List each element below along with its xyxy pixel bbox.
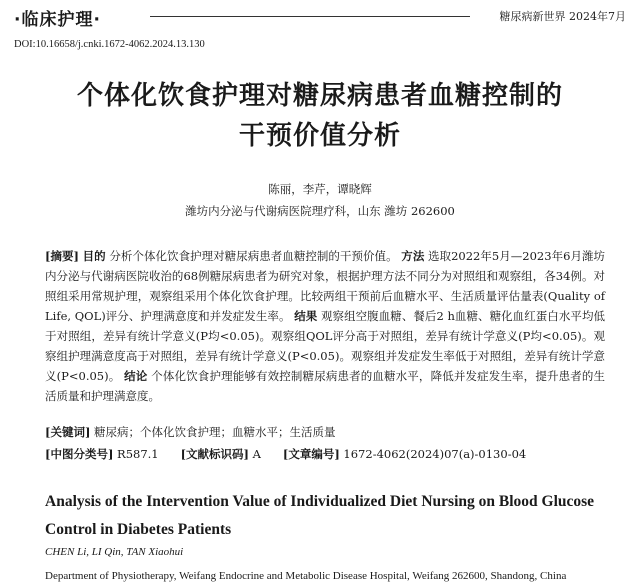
english-affiliation: Department of Physiotherapy, Weifang Endocrine and Metabolic Disease Hospital, Weifang 262600, Shandong, China — [45, 570, 567, 582]
journal-info: 糖尿病新世界 2024年7月 — [499, 10, 626, 23]
doc-label: [文献标识码] — [180, 447, 249, 461]
header-rule — [150, 16, 470, 17]
doc-value: A — [252, 447, 261, 461]
objective-label: 目的 — [82, 249, 106, 263]
keywords-value: 糖尿病；个体化饮食护理；血糖水平；生活质量 — [94, 425, 336, 439]
article-title-line2: 干预价值分析 — [238, 121, 401, 151]
english-title: Analysis of the Intervention Value of Individualized Diet Nursing on Blood Glucose Control in Diabetes Patients — [45, 493, 595, 538]
affiliation: 潍坊内分泌与代谢病医院理疗科，山东 潍坊 262600 — [185, 204, 455, 218]
conclusion-text: 个体化饮食护理能够有效控制糖尿病患者的血糖水平，降低并发症发生率，提升患者的生活质量和护理满意度。 — [45, 369, 606, 403]
article-label: [文章编号] — [282, 447, 340, 461]
methods-label: 方法 — [401, 249, 425, 263]
conclusion-label: 结论 — [124, 369, 148, 383]
keywords — [45, 424, 336, 440]
keywords-label: [关键词] — [45, 425, 91, 439]
article-title-line1: 个体化饮食护理对糖尿病患者血糖控制的 — [76, 81, 563, 111]
objective-text: 分析个体化饮食护理对糖尿病患者血糖控制的干预价值。 — [109, 249, 398, 263]
article-value: 1672-4062(2024)07(a)-0130-04 — [343, 447, 527, 461]
methods-text: 选取2022年5月—2023年6月潍坊内分泌与代谢病医院收治的68例糖尿病患者为研究对象，根据护理方法不同分为对照组和观察组，各34例。对照组采用常规护理，观察组采用个体化饮食护理。比较两组干预前后血糖水平、生活质量评估量表(Quality of Life, QOL)评分、护理满意度和并发症发生率。 — [45, 249, 606, 323]
results-text: 观察组空腹血糖、餐后2 h血糖、糖化血红蛋白水平均低于对照组，差异有统计学意义(P均<0.05)。观察组QOL评分高于对照组，差异有统计学意义(P均<0.05)。观察组护理满意度高于对照组，差异有统计学意义(P<0.05)。观察组并发症发生率低于对照组，差异有统计学意义(P<0.05)。 — [45, 309, 605, 383]
clc-value: R587.1 — [117, 447, 159, 461]
section-tag: ·临床护理· — [14, 10, 101, 30]
abstract-label: [摘要] — [45, 249, 79, 263]
clc-label: [中图分类号] — [45, 447, 114, 461]
results-label: 结果 — [294, 309, 318, 323]
classification — [45, 446, 526, 462]
doi: DOI:10.16658/j.cnki.1672-4062.2024.13.130 — [14, 39, 205, 50]
english-authors: CHEN Li, LI Qin, TAN Xiaohui — [45, 546, 184, 558]
abstract — [45, 246, 605, 406]
authors: 陈丽，李芹，谭晓辉 — [268, 182, 372, 196]
article-title — [0, 76, 640, 156]
